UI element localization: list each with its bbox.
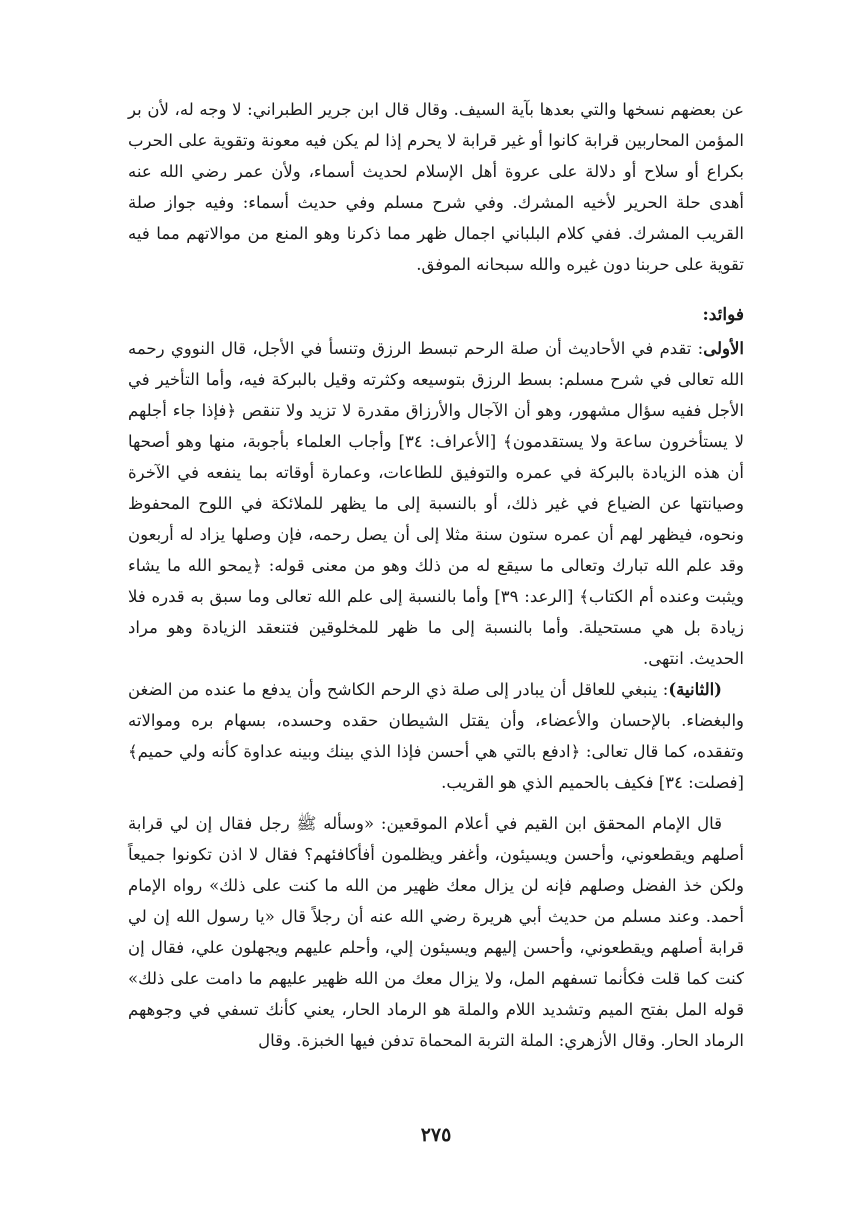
second-benefit-lead: (الثانية) (668, 680, 722, 699)
page-number: ٢٧٥ (420, 1124, 452, 1146)
first-benefit-text: : تقدم في الأحاديث أن صلة الرحم تبسط الرزق وتنسأ في الأجل، قال النووي رحمه الله تعالى في شرح مسلم: بسط الرزق بتوسيعه وكثرته وقيل بالبركة فيه، وأما التأخير في الأجل ففيه سؤال مشهور، وهو أن الآجال والأرزاق مقدرة لا تزيد ولا تنقص ﴿فإذا جاء أجلهم لا يستأخرون ساعة ولا يستقدمون﴾ [الأعراف: ٣٤] وأجاب العلماء بأجوبة، منها وهو أصحها أن هذه الزيادة بالبركة في عمره والتوفيق للطاعات، وعمارة أوقاته بما ينفعه في الآخرة وصيانتها عن الضياع في غير ذلك، أو بالنسبة إلى ما يظهر للملائكة في اللوح المحفوظ ونحوه، فيظهر لهم أن عمره ستون سنة مثلا إلى أن يصل رحمه، فإن وصلها يزاد له أربعون وقد علم الله تبارك وتعالى ما سيقع له من ذلك وهو من معنى قوله: ﴿يمحو الله ما يشاء ويثبت وعنده أم الكتاب﴾ [الرعد: ٣٩] وأما بالنسبة إلى علم الله تعالى وما سبق به قدره فلا زيادة بل هي مستحيلة. وأما بالنسبة إلى ما ظهر للمخلوقين فتنعقد الزيادة وهو مراد الحديث. انتهى. (128, 339, 744, 668)
book-page (128, 94, 744, 1154)
paragraph-first-benefit (128, 333, 744, 674)
first-benefit-lead: الأولى (703, 339, 744, 358)
paragraph-ibn-qayyim: قال الإمام المحقق ابن القيم في أعلام الموقعين: «وسأله ﷺ رجل فقال إن لي قرابة أصلهم ويقطعوني، وأحسن ويسيئون، وأغفر ويظلمون أفأكافئهم؟ فقال لا اذن تكونوا جميعاً ولكن خذ الفضل وصلهم فإنه لن يزال معك ظهير من الله ما كنت على ذلك» رواه الإمام أحمد. وعند مسلم من حديث أبي هريرة رضي الله عنه أن رجلاً قال «يا رسول الله إن لي قرابة أصلهم ويقطعوني، وأحسن إليهم ويسيئون إلي، وأحلم عليهم ويجهلون علي، فقال إن كنت كما قلت فكأنما تسفهم المل، ولا يزال معك من الله ظهير عليهم ما دامت على ذلك» قوله المل بفتح الميم وتشديد اللام والملة هو الرماد الحار، يعني كأنك تسفي في وجوههم الرماد الحار. وقال الأزهري: الملة التربة المحماة تدفن فيها الخبزة. وقال (128, 814, 744, 1050)
spacer (128, 280, 744, 290)
spacer (128, 798, 744, 808)
section-heading-fawaid: فوائد: (702, 305, 744, 325)
paragraph-opening: عن بعضهم نسخها والتي بعدها بآية السيف. وقال قال ابن جرير الطبراني: لا وجه له، لأن بر المؤمن المحاربين قرابة كانوا أو غير قرابة لا يحرم إذا لم يكن فيه معونة وتقوية على الحرب بكراع أو سلاح أو دلالة على عروة أهل الإسلام لحديث أسماء، ولأن عمر رضي الله عنه أهدى حلة الحرير لأخيه المشرك. وفي شرح مسلم وفي حديث أسماء: وفيه جواز صلة القريب المشرك. ففي كلام البلباني اجمال ظهر مما ذكرنا وهو المنع من موالاتهم مما فيه تقوية على حربنا دون غيره والله سبحانه الموفق. (128, 100, 745, 274)
paragraph-second-benefit (128, 674, 744, 798)
second-benefit-text: : ينبغي للعاقل أن يبادر إلى صلة ذي الرحم الكاشح وأن يدفع ما عنده من الضغن والبغضاء. بالإحسان والأعضاء، وأن يقتل الشيطان حقده وحسده، بسهام بره وموالاته وتفقده، كما قال تعالى: ﴿ادفع بالتي هي أحسن فإذا الذي بينك وبينه عداوة كأنه ولي حميم﴾ [فصلت: ٣٤] فكيف بالحميم الذي هو القريب. (128, 680, 744, 792)
